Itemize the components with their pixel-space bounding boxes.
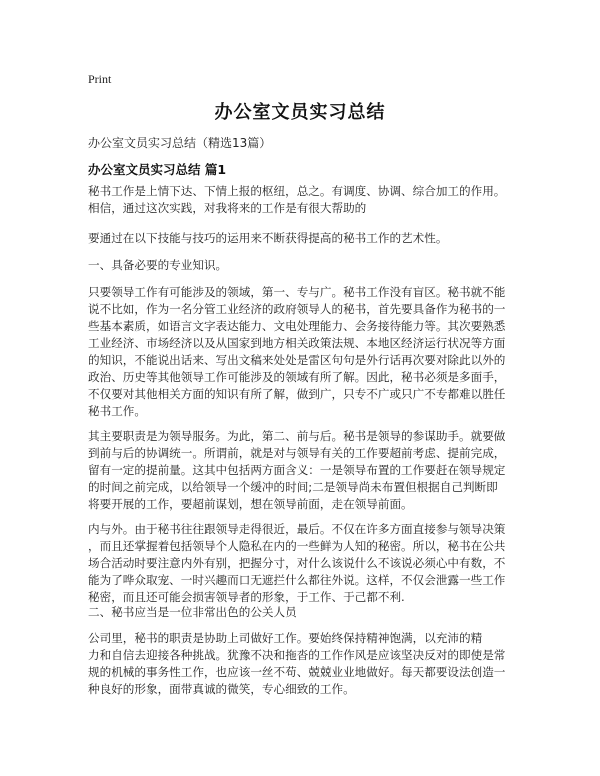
paragraph-6	[88, 521, 520, 606]
text-line: ，而且还掌握着包括领导个人隐私在内的一些鲜为人知的秘密。所以，秘书在公共	[88, 539, 506, 553]
text-line: 要通过在以下技能与技巧的运用来不断获得提高的秘书工作的艺术性。	[88, 231, 448, 245]
text-line: 说不比如，作为一名分管工业经济的政府领导人的秘书，首先要具备作为秘书的一	[88, 302, 506, 316]
paragraph-4	[88, 284, 520, 420]
text-line: 二、秘书应当是一位非常出色的公关人员	[88, 605, 297, 619]
text-line: 政治、历史等其他领导工作可能涉及的领域有所了解。因此，秘书必须是多面手，	[88, 370, 506, 384]
text-line: 场合活动时要注意内外有别，把握分寸，对什么该说什么不该说必须心中有数，不	[88, 556, 506, 570]
text-line: 秘书工作是上情下达、下情上报的枢纽，总之。有调度、协调、综合加工的作用。	[88, 184, 506, 198]
text-line: 不仅要对其他相关方面的知识有所了解，做到广，只专不广或只广不专都难以胜任	[88, 387, 506, 401]
paragraph-7-heading	[88, 604, 520, 621]
section-heading: 办公室文员实习总结 篇1	[88, 162, 227, 177]
text-line: 的时间之前完成，以给领导一个缓冲的时间;二是领导尚未布置但根据自己判断即	[88, 480, 498, 494]
text-line: 内与外。由于秘书往往跟领导走得很近，最后。不仅在许多方面直接参与领导决策	[88, 522, 506, 536]
text-line: 相信，通过这次实践，对我将来的工作是有很大帮助的	[88, 201, 367, 215]
paragraph-3-heading	[88, 257, 520, 274]
paragraph-2	[88, 230, 520, 247]
text-line: 工业经济、市场经济以及从国家到地方相关政策法规、本地区经济运行状况等方面	[88, 336, 506, 350]
text-line: 种良好的形象，面带真诚的微笑，专心细致的工作。	[88, 682, 355, 696]
text-line: 秘密，而且还可能会损害领导者的形象，于工作、于己都不利.	[88, 590, 405, 604]
page-title: 办公室文员实习总结	[214, 102, 386, 123]
text-line: 些基本素质，如语言文字表达能力、文电处理能力、会务接待能力等。其次要熟悉	[88, 319, 506, 333]
text-line: 规的机械的事务性工作，也应该一丝不苟、兢兢业业地做好。每天都要设法创造一	[88, 665, 506, 679]
paragraph-1	[88, 183, 520, 217]
paragraph-5	[88, 428, 520, 513]
text-line: 一、具备必要的专业知识。	[88, 258, 228, 272]
text-line: 秘书工作。	[88, 404, 146, 418]
print-label[interactable]: Print	[88, 72, 112, 86]
document-subtitle: 办公室文员实习总结（精选13篇）	[88, 136, 272, 150]
text-line: 到前与后的协调统一。所谓前，就是对与领导有关的工作要超前考虑、提前完成，	[88, 446, 506, 460]
text-line: 力和自信去迎接各种挑战。犹豫不决和拖沓的工作作风是应该坚决反对的即使是常	[88, 648, 506, 662]
text-line: 公司里，秘书的职责是协助上司做好工作。要始终保持精神饱满，以充沛的精	[88, 631, 483, 645]
text-line: 其主要职责是为领导服务。为此，第二、前与后。秘书是领导的参谋助手。就要做	[88, 429, 506, 443]
text-line: 将要开展的工作，要超前谋划，想在领导前面，走在领导前面。	[88, 497, 413, 511]
text-line: 只要领导工作有可能涉及的领域，第一、专与广。秘书工作没有盲区。秘书就不能	[88, 285, 506, 299]
text-line: 能为了哗众取宠、一时兴趣而口无遮拦什么都往外说。这样，不仅会泄露一些工作	[88, 573, 506, 587]
paragraph-8	[88, 630, 520, 698]
text-line: 的知识，不能说出话来、写出文稿来处处是雷区句句是外行话再次要对除此以外的	[88, 353, 506, 367]
text-line: 留有一定的提前量。这其中包括两方面含义：一是领导布置的工作要赶在领导规定	[88, 463, 506, 477]
